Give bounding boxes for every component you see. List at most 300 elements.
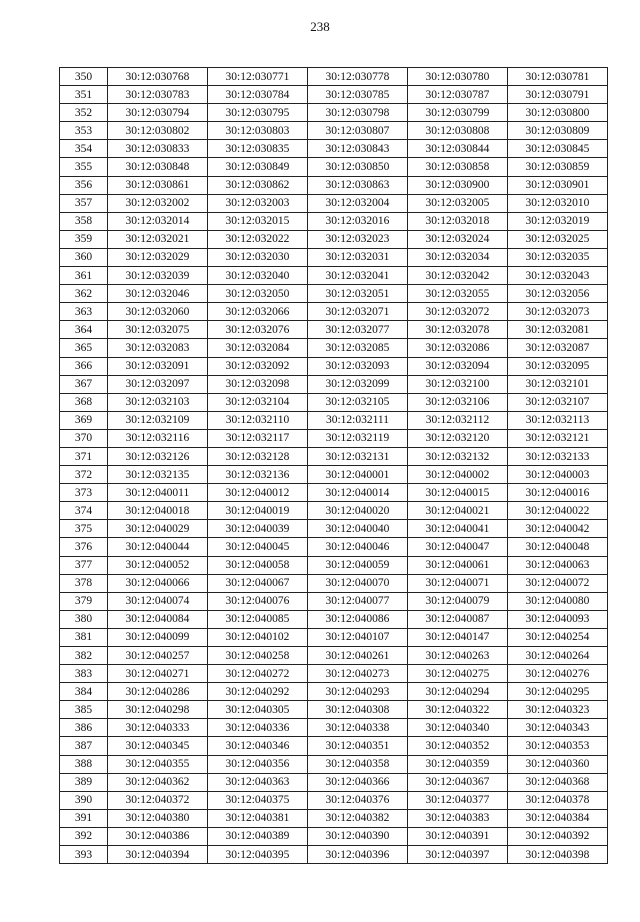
cadastral-number-cell: 30:12:040333 — [108, 719, 208, 737]
cadastral-number-cell: 30:12:032109 — [108, 411, 208, 429]
cadastral-number-cell: 30:12:032042 — [408, 267, 508, 285]
cadastral-number-cell: 30:12:032117 — [208, 429, 308, 447]
row-number-cell: 385 — [60, 701, 108, 719]
row-number-cell: 360 — [60, 248, 108, 266]
row-number-cell: 374 — [60, 502, 108, 520]
cadastral-number-cell: 30:12:030784 — [208, 86, 308, 104]
cadastral-number-cell: 30:12:040305 — [208, 701, 308, 719]
cadastral-number-cell: 30:12:032035 — [508, 248, 608, 266]
cadastral-number-cell: 30:12:032021 — [108, 230, 208, 248]
cadastral-number-cell: 30:12:030771 — [208, 68, 308, 86]
cadastral-number-cell: 30:12:032086 — [408, 339, 508, 357]
cadastral-number-cell: 30:12:040275 — [408, 665, 508, 683]
cadastral-number-cell: 30:12:040257 — [108, 647, 208, 665]
cadastral-number-cell: 30:12:040254 — [508, 628, 608, 646]
cadastral-number-cell: 30:12:032116 — [108, 429, 208, 447]
cadastral-number-cell: 30:12:030850 — [308, 158, 408, 176]
cadastral-number-cell: 30:12:040040 — [308, 520, 408, 538]
cadastral-number-cell: 30:12:040398 — [508, 846, 608, 864]
cadastral-number-cell: 30:12:040381 — [208, 809, 308, 827]
cadastral-number-cell: 30:12:030901 — [508, 176, 608, 194]
row-number-cell: 388 — [60, 755, 108, 773]
row-number-cell: 358 — [60, 212, 108, 230]
cadastral-number-cell: 30:12:032103 — [108, 393, 208, 411]
row-number-cell: 378 — [60, 574, 108, 592]
row-number-cell: 391 — [60, 809, 108, 827]
cadastral-number-cell: 30:12:040367 — [408, 773, 508, 791]
cadastral-number-cell: 30:12:040295 — [508, 683, 608, 701]
table-row — [60, 791, 608, 809]
cadastral-number-cell: 30:12:040042 — [508, 520, 608, 538]
cadastral-number-cell: 30:12:032029 — [108, 248, 208, 266]
cadastral-number-cell: 30:12:030798 — [308, 104, 408, 122]
cadastral-number-cell: 30:12:030794 — [108, 104, 208, 122]
cadastral-number-cell: 30:12:040029 — [108, 520, 208, 538]
cadastral-number-cell: 30:12:040293 — [308, 683, 408, 701]
table-row — [60, 86, 608, 104]
cadastral-number-cell: 30:12:032091 — [108, 357, 208, 375]
table-row — [60, 194, 608, 212]
cadastral-number-cell: 30:12:032133 — [508, 447, 608, 465]
cadastral-number-cell: 30:12:040346 — [208, 737, 308, 755]
cadastral-number-cell: 30:12:030795 — [208, 104, 308, 122]
table-row — [60, 538, 608, 556]
cadastral-number-cell: 30:12:040338 — [308, 719, 408, 737]
cadastral-number-cell: 30:12:032085 — [308, 339, 408, 357]
cadastral-number-cell: 30:12:030781 — [508, 68, 608, 86]
cadastral-number-cell: 30:12:040271 — [108, 665, 208, 683]
table-row — [60, 68, 608, 86]
cadastral-number-cell: 30:12:032025 — [508, 230, 608, 248]
table-row — [60, 321, 608, 339]
cadastral-number-cell: 30:12:030785 — [308, 86, 408, 104]
cadastral-number-cell: 30:12:040085 — [208, 610, 308, 628]
cadastral-number-cell: 30:12:040355 — [108, 755, 208, 773]
row-number-cell: 364 — [60, 321, 108, 339]
cadastral-number-cell: 30:12:032046 — [108, 285, 208, 303]
cadastral-number-cell: 30:12:032119 — [308, 429, 408, 447]
row-number-cell: 379 — [60, 592, 108, 610]
cadastral-number-cell: 30:12:032136 — [208, 466, 308, 484]
row-number-cell: 372 — [60, 466, 108, 484]
cadastral-number-cell: 30:12:032097 — [108, 375, 208, 393]
cadastral-number-cell: 30:12:032104 — [208, 393, 308, 411]
table-row — [60, 466, 608, 484]
cadastral-number-cell: 30:12:040147 — [408, 628, 508, 646]
cadastral-number-cell: 30:12:030849 — [208, 158, 308, 176]
table-row — [60, 104, 608, 122]
cadastral-number-cell: 30:12:040086 — [308, 610, 408, 628]
row-number-cell: 363 — [60, 303, 108, 321]
cadastral-number-cell: 30:12:040294 — [408, 683, 508, 701]
cadastral-number-cell: 30:12:032120 — [408, 429, 508, 447]
cadastral-number-cell: 30:12:040273 — [308, 665, 408, 683]
table-row — [60, 846, 608, 864]
table-row — [60, 665, 608, 683]
cadastral-number-cell: 30:12:040363 — [208, 773, 308, 791]
cadastral-number-cell: 30:12:040386 — [108, 827, 208, 845]
cadastral-number-cell: 30:12:040016 — [508, 484, 608, 502]
cadastral-number-cell: 30:12:032105 — [308, 393, 408, 411]
cadastral-number-cell: 30:12:030844 — [408, 140, 508, 158]
cadastral-number-cell: 30:12:032095 — [508, 357, 608, 375]
cadastral-number-cell: 30:12:040059 — [308, 556, 408, 574]
cadastral-number-cell: 30:12:040045 — [208, 538, 308, 556]
cadastral-number-cell: 30:12:040376 — [308, 791, 408, 809]
cadastral-number-cell: 30:12:030768 — [108, 68, 208, 86]
cadastral-number-cell: 30:12:040272 — [208, 665, 308, 683]
cadastral-number-cell: 30:12:040372 — [108, 791, 208, 809]
table-row — [60, 285, 608, 303]
cadastral-number-cell: 30:12:032016 — [308, 212, 408, 230]
cadastral-number-cell: 30:12:032039 — [108, 267, 208, 285]
cadastral-number-cell: 30:12:040377 — [408, 791, 508, 809]
cadastral-number-cell: 30:12:040022 — [508, 502, 608, 520]
table-row — [60, 755, 608, 773]
cadastral-number-cell: 30:12:030802 — [108, 122, 208, 140]
cadastral-number-cell: 30:12:032072 — [408, 303, 508, 321]
cadastral-number-cell: 30:12:032041 — [308, 267, 408, 285]
cadastral-number-cell: 30:12:040261 — [308, 647, 408, 665]
cadastral-number-cell: 30:12:030861 — [108, 176, 208, 194]
cadastral-number-cell: 30:12:040079 — [408, 592, 508, 610]
cadastral-number-cell: 30:12:030807 — [308, 122, 408, 140]
row-number-cell: 352 — [60, 104, 108, 122]
cadastral-number-cell: 30:12:040389 — [208, 827, 308, 845]
table-row — [60, 647, 608, 665]
cadastral-number-cell: 30:12:040383 — [408, 809, 508, 827]
cadastral-number-cell: 30:12:040358 — [308, 755, 408, 773]
cadastral-number-cell: 30:12:040375 — [208, 791, 308, 809]
cadastral-number-cell: 30:12:040002 — [408, 466, 508, 484]
row-number-cell: 377 — [60, 556, 108, 574]
table-row — [60, 719, 608, 737]
cadastral-number-cell: 30:12:040077 — [308, 592, 408, 610]
table-row — [60, 339, 608, 357]
cadastral-number-cell: 30:12:040392 — [508, 827, 608, 845]
cadastral-number-cell: 30:12:040366 — [308, 773, 408, 791]
cadastral-number-cell: 30:12:030848 — [108, 158, 208, 176]
table-row — [60, 303, 608, 321]
table-row — [60, 447, 608, 465]
row-number-cell: 362 — [60, 285, 108, 303]
row-number-cell: 390 — [60, 791, 108, 809]
cadastral-number-cell: 30:12:032093 — [308, 357, 408, 375]
cadastral-number-cell: 30:12:032066 — [208, 303, 308, 321]
row-number-cell: 365 — [60, 339, 108, 357]
row-number-cell: 384 — [60, 683, 108, 701]
cadastral-number-cell: 30:12:040378 — [508, 791, 608, 809]
cadastral-number-cell: 30:12:032034 — [408, 248, 508, 266]
cadastral-number-cell: 30:12:040368 — [508, 773, 608, 791]
cadastral-number-cell: 30:12:032010 — [508, 194, 608, 212]
cadastral-number-cell: 30:12:030833 — [108, 140, 208, 158]
cadastral-number-cell: 30:12:030780 — [408, 68, 508, 86]
row-number-cell: 376 — [60, 538, 108, 556]
cadastral-number-cell: 30:12:040018 — [108, 502, 208, 520]
table-row — [60, 212, 608, 230]
row-number-cell: 367 — [60, 375, 108, 393]
cadastral-number-cell: 30:12:040391 — [408, 827, 508, 845]
row-number-cell: 382 — [60, 647, 108, 665]
cadastral-number-cell: 30:12:040087 — [408, 610, 508, 628]
cadastral-number-cell: 30:12:032014 — [108, 212, 208, 230]
cadastral-number-cell: 30:12:032018 — [408, 212, 508, 230]
cadastral-number-cell: 30:12:040074 — [108, 592, 208, 610]
table-row — [60, 737, 608, 755]
row-number-cell: 355 — [60, 158, 108, 176]
table-row — [60, 502, 608, 520]
table-row — [60, 827, 608, 845]
cadastral-number-cell: 30:12:032043 — [508, 267, 608, 285]
cadastral-number-cell: 30:12:040070 — [308, 574, 408, 592]
cadastral-number-cell: 30:12:032132 — [408, 447, 508, 465]
cadastral-number-cell: 30:12:032087 — [508, 339, 608, 357]
row-number-cell: 393 — [60, 846, 108, 864]
row-number-cell: 370 — [60, 429, 108, 447]
cadastral-number-cell: 30:12:040048 — [508, 538, 608, 556]
cadastral-number-cell: 30:12:032040 — [208, 267, 308, 285]
cadastral-number-cell: 30:12:040397 — [408, 846, 508, 864]
cadastral-number-cell: 30:12:040264 — [508, 647, 608, 665]
cadastral-number-cell: 30:12:030787 — [408, 86, 508, 104]
cadastral-number-cell: 30:12:032015 — [208, 212, 308, 230]
table-row — [60, 230, 608, 248]
cadastral-number-cell: 30:12:032081 — [508, 321, 608, 339]
table-row — [60, 429, 608, 447]
cadastral-number-cell: 30:12:032004 — [308, 194, 408, 212]
cadastral-number-cell: 30:12:040359 — [408, 755, 508, 773]
row-number-cell: 361 — [60, 267, 108, 285]
cadastral-number-cell: 30:12:040063 — [508, 556, 608, 574]
table-row — [60, 809, 608, 827]
cadastral-number-cell: 30:12:032022 — [208, 230, 308, 248]
row-number-cell: 353 — [60, 122, 108, 140]
row-number-cell: 373 — [60, 484, 108, 502]
cadastral-number-cell: 30:12:030809 — [508, 122, 608, 140]
cadastral-number-cell: 30:12:032078 — [408, 321, 508, 339]
row-number-cell: 381 — [60, 628, 108, 646]
cadastral-number-cell: 30:12:032005 — [408, 194, 508, 212]
table-row — [60, 248, 608, 266]
cadastral-number-cell: 30:12:032077 — [308, 321, 408, 339]
cadastral-number-cell: 30:12:032056 — [508, 285, 608, 303]
row-number-cell: 351 — [60, 86, 108, 104]
cadastral-number-cell: 30:12:040292 — [208, 683, 308, 701]
table-row — [60, 701, 608, 719]
cadastral-number-cell: 30:12:040396 — [308, 846, 408, 864]
cadastral-number-cell: 30:12:032060 — [108, 303, 208, 321]
table-row — [60, 375, 608, 393]
cadastral-number-cell: 30:12:040044 — [108, 538, 208, 556]
cadastral-number-cell: 30:12:032019 — [508, 212, 608, 230]
cadastral-number-cell: 30:12:040352 — [408, 737, 508, 755]
cadastral-number-cell: 30:12:030845 — [508, 140, 608, 158]
cadastral-number-cell: 30:12:032107 — [508, 393, 608, 411]
row-number-cell: 383 — [60, 665, 108, 683]
table-row — [60, 176, 608, 194]
row-number-cell: 375 — [60, 520, 108, 538]
cadastral-number-cell: 30:12:032092 — [208, 357, 308, 375]
cadastral-number-cell: 30:12:030791 — [508, 86, 608, 104]
cadastral-number-cell: 30:12:040276 — [508, 665, 608, 683]
cadastral-number-cell: 30:12:030803 — [208, 122, 308, 140]
cadastral-number-cell: 30:12:030900 — [408, 176, 508, 194]
cadastral-number-cell: 30:12:030835 — [208, 140, 308, 158]
table-row — [60, 158, 608, 176]
cadastral-number-cell: 30:12:040041 — [408, 520, 508, 538]
cadastral-number-cell: 30:12:040308 — [308, 701, 408, 719]
table-row — [60, 628, 608, 646]
cadastral-number-cell: 30:12:040345 — [108, 737, 208, 755]
cadastral-number-cell: 30:12:040039 — [208, 520, 308, 538]
cadastral-number-cell: 30:12:040323 — [508, 701, 608, 719]
cadastral-number-cell: 30:12:030799 — [408, 104, 508, 122]
cadastral-number-cell: 30:12:040258 — [208, 647, 308, 665]
row-number-cell: 371 — [60, 447, 108, 465]
cadastral-number-cell: 30:12:032023 — [308, 230, 408, 248]
cadastral-number-cell: 30:12:040356 — [208, 755, 308, 773]
cadastral-number-cell: 30:12:040015 — [408, 484, 508, 502]
cadastral-number-cell: 30:12:040019 — [208, 502, 308, 520]
cadastral-number-cell: 30:12:040012 — [208, 484, 308, 502]
cadastral-number-cell: 30:12:040099 — [108, 628, 208, 646]
cadastral-number-cell: 30:12:040021 — [408, 502, 508, 520]
cadastral-number-cell: 30:12:040011 — [108, 484, 208, 502]
cadastral-number-cell: 30:12:040395 — [208, 846, 308, 864]
table-row — [60, 122, 608, 140]
table-row — [60, 393, 608, 411]
row-number-cell: 380 — [60, 610, 108, 628]
cadastral-number-cell: 30:12:040102 — [208, 628, 308, 646]
cadastral-number-cell: 30:12:040047 — [408, 538, 508, 556]
cadastral-number-cell: 30:12:040382 — [308, 809, 408, 827]
cadastral-number-cell: 30:12:040014 — [308, 484, 408, 502]
cadastral-number-cell: 30:12:040343 — [508, 719, 608, 737]
table-row — [60, 140, 608, 158]
cadastral-number-cell: 30:12:040351 — [308, 737, 408, 755]
table-row — [60, 357, 608, 375]
cadastral-number-cell: 30:12:040390 — [308, 827, 408, 845]
table-row — [60, 773, 608, 791]
row-number-cell: 392 — [60, 827, 108, 845]
row-number-cell: 366 — [60, 357, 108, 375]
cadastral-number-cell: 30:12:032126 — [108, 447, 208, 465]
cadastral-number-cell: 30:12:040263 — [408, 647, 508, 665]
cadastral-number-cell: 30:12:040080 — [508, 592, 608, 610]
cadastral-number-cell: 30:12:040360 — [508, 755, 608, 773]
cadastral-number-cell: 30:12:032084 — [208, 339, 308, 357]
table-row — [60, 267, 608, 285]
cadastral-number-cell: 30:12:040071 — [408, 574, 508, 592]
table-row — [60, 592, 608, 610]
cadastral-number-cell: 30:12:030858 — [408, 158, 508, 176]
row-number-cell: 354 — [60, 140, 108, 158]
cadastral-number-cell: 30:12:032050 — [208, 285, 308, 303]
cadastral-table — [59, 67, 608, 864]
cadastral-number-cell: 30:12:032099 — [308, 375, 408, 393]
row-number-cell: 368 — [60, 393, 108, 411]
cadastral-number-cell: 30:12:032110 — [208, 411, 308, 429]
cadastral-number-cell: 30:12:040362 — [108, 773, 208, 791]
cadastral-number-cell: 30:12:032131 — [308, 447, 408, 465]
cadastral-number-cell: 30:12:040001 — [308, 466, 408, 484]
cadastral-number-cell: 30:12:040353 — [508, 737, 608, 755]
row-number-cell: 389 — [60, 773, 108, 791]
cadastral-number-cell: 30:12:040340 — [408, 719, 508, 737]
cadastral-number-cell: 30:12:040020 — [308, 502, 408, 520]
cadastral-number-cell: 30:12:040298 — [108, 701, 208, 719]
cadastral-number-cell: 30:12:030843 — [308, 140, 408, 158]
cadastral-number-cell: 30:12:032031 — [308, 248, 408, 266]
table-row — [60, 520, 608, 538]
table-row — [60, 574, 608, 592]
cadastral-number-cell: 30:12:040061 — [408, 556, 508, 574]
cadastral-number-cell: 30:12:040286 — [108, 683, 208, 701]
cadastral-number-cell: 30:12:030800 — [508, 104, 608, 122]
cadastral-number-cell: 30:12:032111 — [308, 411, 408, 429]
cadastral-number-cell: 30:12:040066 — [108, 574, 208, 592]
cadastral-number-cell: 30:12:032076 — [208, 321, 308, 339]
cadastral-number-cell: 30:12:032106 — [408, 393, 508, 411]
cadastral-number-cell: 30:12:030808 — [408, 122, 508, 140]
cadastral-number-cell: 30:12:040052 — [108, 556, 208, 574]
cadastral-number-cell: 30:12:032073 — [508, 303, 608, 321]
cadastral-number-cell: 30:12:040076 — [208, 592, 308, 610]
cadastral-number-cell: 30:12:032121 — [508, 429, 608, 447]
cadastral-number-cell: 30:12:040067 — [208, 574, 308, 592]
cadastral-number-cell: 30:12:032024 — [408, 230, 508, 248]
cadastral-number-cell: 30:12:030863 — [308, 176, 408, 194]
cadastral-number-cell: 30:12:040322 — [408, 701, 508, 719]
cadastral-number-cell: 30:12:032135 — [108, 466, 208, 484]
cadastral-number-cell: 30:12:030862 — [208, 176, 308, 194]
cadastral-number-cell: 30:12:032094 — [408, 357, 508, 375]
table-row — [60, 484, 608, 502]
cadastral-number-cell: 30:12:032128 — [208, 447, 308, 465]
table-body — [60, 68, 608, 864]
cadastral-number-cell: 30:12:040084 — [108, 610, 208, 628]
row-number-cell: 386 — [60, 719, 108, 737]
cadastral-number-cell: 30:12:040336 — [208, 719, 308, 737]
cadastral-number-cell: 30:12:032051 — [308, 285, 408, 303]
cadastral-number-cell: 30:12:032075 — [108, 321, 208, 339]
cadastral-number-cell: 30:12:032030 — [208, 248, 308, 266]
row-number-cell: 369 — [60, 411, 108, 429]
row-number-cell: 357 — [60, 194, 108, 212]
cadastral-number-cell: 30:12:032101 — [508, 375, 608, 393]
cadastral-number-cell: 30:12:040046 — [308, 538, 408, 556]
row-number-cell: 387 — [60, 737, 108, 755]
cadastral-number-cell: 30:12:032003 — [208, 194, 308, 212]
table-row — [60, 556, 608, 574]
cadastral-number-cell: 30:12:040107 — [308, 628, 408, 646]
table-row — [60, 411, 608, 429]
page-number: 238 — [310, 19, 330, 34]
row-number-cell: 350 — [60, 68, 108, 86]
cadastral-number-cell: 30:12:030783 — [108, 86, 208, 104]
cadastral-number-cell: 30:12:030778 — [308, 68, 408, 86]
cadastral-number-cell: 30:12:032098 — [208, 375, 308, 393]
row-number-cell: 356 — [60, 176, 108, 194]
cadastral-number-cell: 30:12:032002 — [108, 194, 208, 212]
table-row — [60, 610, 608, 628]
cadastral-number-cell: 30:12:040380 — [108, 809, 208, 827]
cadastral-number-cell: 30:12:040093 — [508, 610, 608, 628]
cadastral-number-cell: 30:12:032055 — [408, 285, 508, 303]
cadastral-number-cell: 30:12:032071 — [308, 303, 408, 321]
cadastral-number-cell: 30:12:032112 — [408, 411, 508, 429]
